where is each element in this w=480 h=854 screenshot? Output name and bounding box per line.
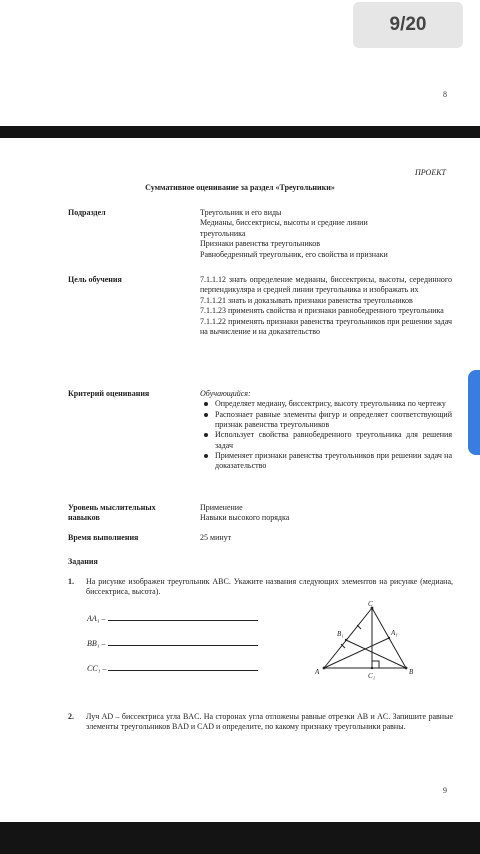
goal-item: 7.1.1.12 знать определение медианы, биссектрисы, высоты, серединного перпендикуляра и средней линии треугольника и изображать их xyxy=(200,275,452,295)
goal-item: 7.1.1.23 применять свойства и признаки равнобедренного треугольника xyxy=(200,306,444,316)
document-title: Суммативное оценивание за раздел «Треугольники» xyxy=(145,183,335,192)
point-c1 xyxy=(371,667,373,669)
time-label: Время выполнения xyxy=(68,533,139,542)
label-c: C xyxy=(368,600,373,608)
answer-blank[interactable] xyxy=(108,664,258,671)
criteria-item: Использует свойства равнобедренного треугольника для решения задач xyxy=(200,430,452,451)
task-2 xyxy=(68,712,453,733)
answer-label: BB₁ – xyxy=(87,639,106,648)
page-separator-bottom xyxy=(0,822,480,854)
task-2-text: Луч AD – биссектриса угла BAC. На сторонах угла отложены равные отрезки AB и AC. Запишите равные элементы треугольников BAD и CAD и определите, по какому признаку треугольники равны. xyxy=(86,712,453,732)
right-angle-mark xyxy=(372,661,379,668)
level-line: Применение xyxy=(200,503,243,512)
subsection-line: треугольника xyxy=(200,228,246,238)
criteria-item: Применяет признаки равенства треугольников при решении задач на доказательство xyxy=(200,451,452,472)
subsection-line: Медианы, биссектрисы, высоты и средние линии xyxy=(200,218,368,228)
subsection-text xyxy=(200,208,452,260)
goal-item: 7.1.1.22 применять признаки равенства треугольников при решении задач на вычисление и на доказательство xyxy=(200,316,452,337)
label-a: A xyxy=(315,668,320,676)
goal-item: 7.1.1.21 знать и доказывать признаки равенства треугольников xyxy=(200,295,413,305)
tasks-heading: Задания xyxy=(68,557,98,566)
page-counter-badge: 9/20 xyxy=(353,2,463,48)
criteria-intro: Обучающийся: xyxy=(200,389,251,398)
tick-mark xyxy=(357,625,361,629)
level-label-line: Уровень мыслительных xyxy=(68,503,156,512)
side-scroll-tab[interactable] xyxy=(468,370,480,455)
criteria-item: Распознает равные элементы фигур и определяет соответствующий признак равенства треугольников xyxy=(200,410,452,431)
subsection-label: Подраздел xyxy=(68,208,106,217)
level-label xyxy=(68,503,156,523)
task-1-text: На рисунке изображен треугольник ABC. Укажите названия следующих элементов на рисунке (медиана, биссектриса, высота). xyxy=(86,577,453,597)
answer-blank[interactable] xyxy=(108,639,258,646)
answer-blank[interactable] xyxy=(108,614,258,621)
answer-line-cc1 xyxy=(87,664,258,673)
task-1-number: 1. xyxy=(68,577,74,586)
criteria-list xyxy=(200,399,452,471)
subsection-line: Треугольник и его виды xyxy=(200,208,282,217)
criteria-item: Определяет медиану, биссектрису, высоту треугольника по чертежу xyxy=(200,399,452,409)
level-line: Навыки высокого порядка xyxy=(200,513,290,523)
task-1 xyxy=(68,577,453,598)
level-text xyxy=(200,503,452,524)
subsection-line: Признаки равенства треугольников xyxy=(200,239,320,249)
subsection-line: Равнобедренный треугольник, его свойства и признаки xyxy=(200,249,388,259)
triangle-figure xyxy=(312,598,422,680)
label-a1: A₁ xyxy=(391,629,398,637)
label-c1: C₁ xyxy=(368,672,376,680)
point-a1 xyxy=(388,637,390,639)
prev-page-number: 8 xyxy=(443,90,447,99)
goal-text xyxy=(200,275,452,337)
page-separator-top xyxy=(0,126,480,138)
vertex-a xyxy=(323,667,326,670)
level-label-line: навыков xyxy=(68,513,100,522)
triangle-abc xyxy=(324,608,406,668)
label-b: B xyxy=(409,668,414,676)
criteria-text xyxy=(200,389,452,471)
answer-line-aa1 xyxy=(87,614,258,623)
label-b1: B₁ xyxy=(337,630,344,638)
point-b1 xyxy=(345,639,347,641)
project-label: ПРОЕКТ xyxy=(415,168,446,177)
goal-label: Цель обучения xyxy=(68,275,122,284)
answer-label: AA₁ – xyxy=(87,614,106,623)
criteria-label: Критерий оценивания xyxy=(68,389,150,398)
page-number: 9 xyxy=(443,786,447,795)
task-2-number: 2. xyxy=(68,712,74,721)
time-value: 25 минут xyxy=(200,533,232,542)
answer-line-bb1 xyxy=(87,639,258,648)
vertex-b xyxy=(405,667,408,670)
answer-label: CC₁ – xyxy=(87,664,107,673)
